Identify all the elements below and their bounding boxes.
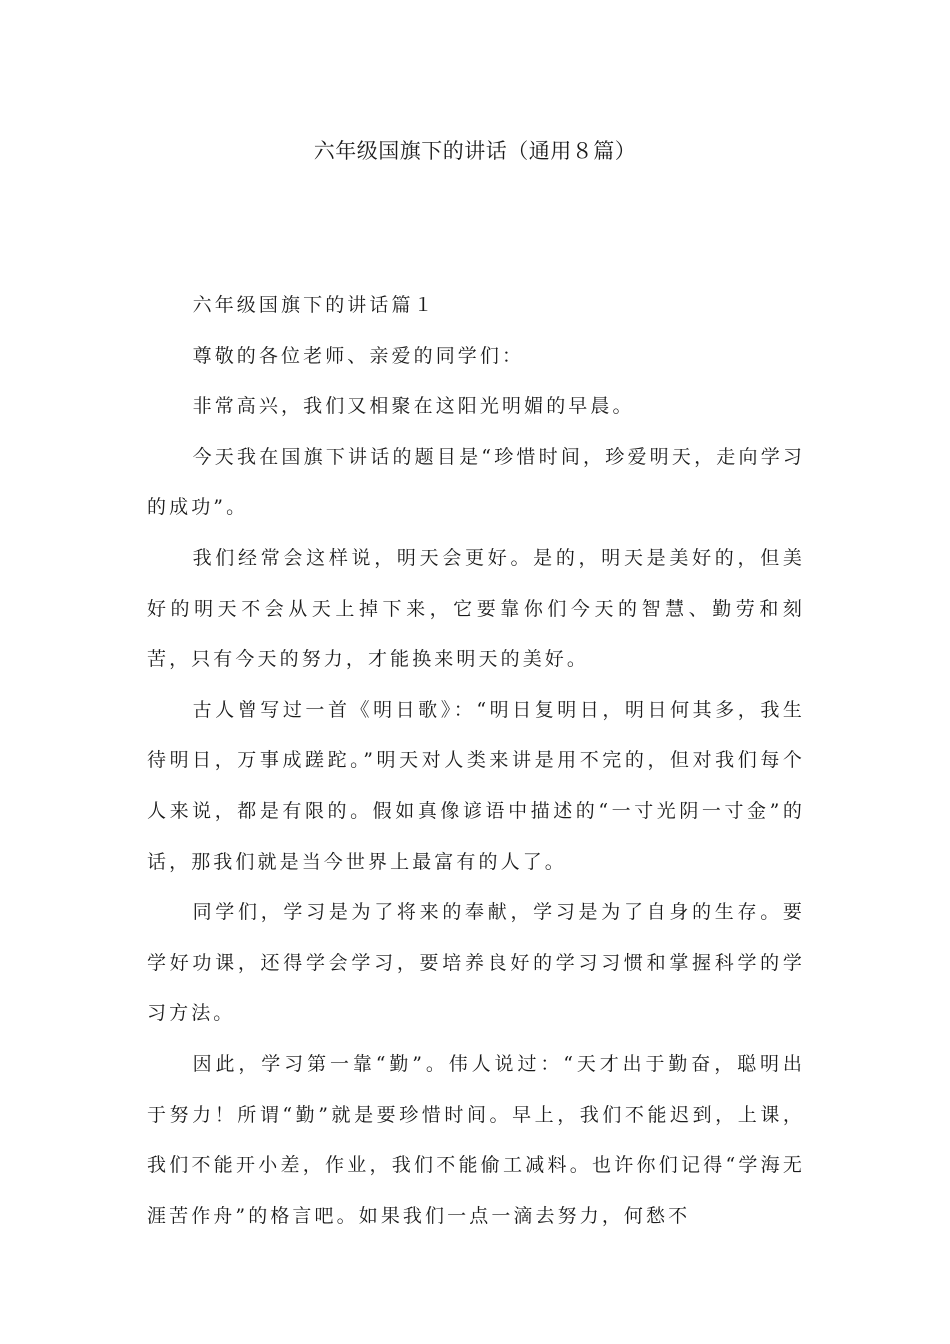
- salutation: 尊敬的各位老师、亲爱的同学们：: [192, 344, 525, 367]
- document-body: [147, 280, 805, 1241]
- paragraph: 同学们，学习是为了将来的奉献，学习是为了自身的生存。要学好功课，还得学会学习，要培养良好的学习习惯和掌握科学的学习方法。: [147, 901, 805, 1025]
- paragraph: 我们经常会这样说，明天会更好。是的，明天是美好的，但美好的明天不会从天上掉下来，它要靠你们今天的智慧、勤劳和刻苦，只有今天的努力，才能换来明天的美好。: [147, 546, 805, 671]
- section-heading: 六年级国旗下的讲话篇１: [192, 294, 436, 316]
- paragraph: 因此，学习第一靠“勤”。伟人说过：“天才出于勤奋，聪明出于努力！所谓“勤”就是要珍惜时间。早上，我们不能迟到，上课，我们不能开小差，作业，我们不能偷工减料。也许你们记得“学海无涯苦作舟”的格言吧。如果我们一点一滴去努力，何愁不: [147, 1052, 805, 1227]
- paragraph: 非常高兴，我们又相聚在这阳光明媚的早晨。: [192, 395, 635, 418]
- document-title: 六年级国旗下的讲话（通用８篇）: [313, 139, 637, 163]
- paragraph: 今天我在国旗下讲话的题目是“珍惜时间，珍爱明天，走向学习的成功”。: [147, 445, 805, 519]
- paragraph: 古人曾写过一首《明日歌》：“明日复明日，明日何其多，我生待明日，万事成蹉跎。”明天对人类来讲是用不完的，但对我们每个人来说，都是有限的。假如真像谚语中描述的“一寸光阴一寸金”的话，那我们就是当今世界上最富有的人了。: [147, 698, 805, 873]
